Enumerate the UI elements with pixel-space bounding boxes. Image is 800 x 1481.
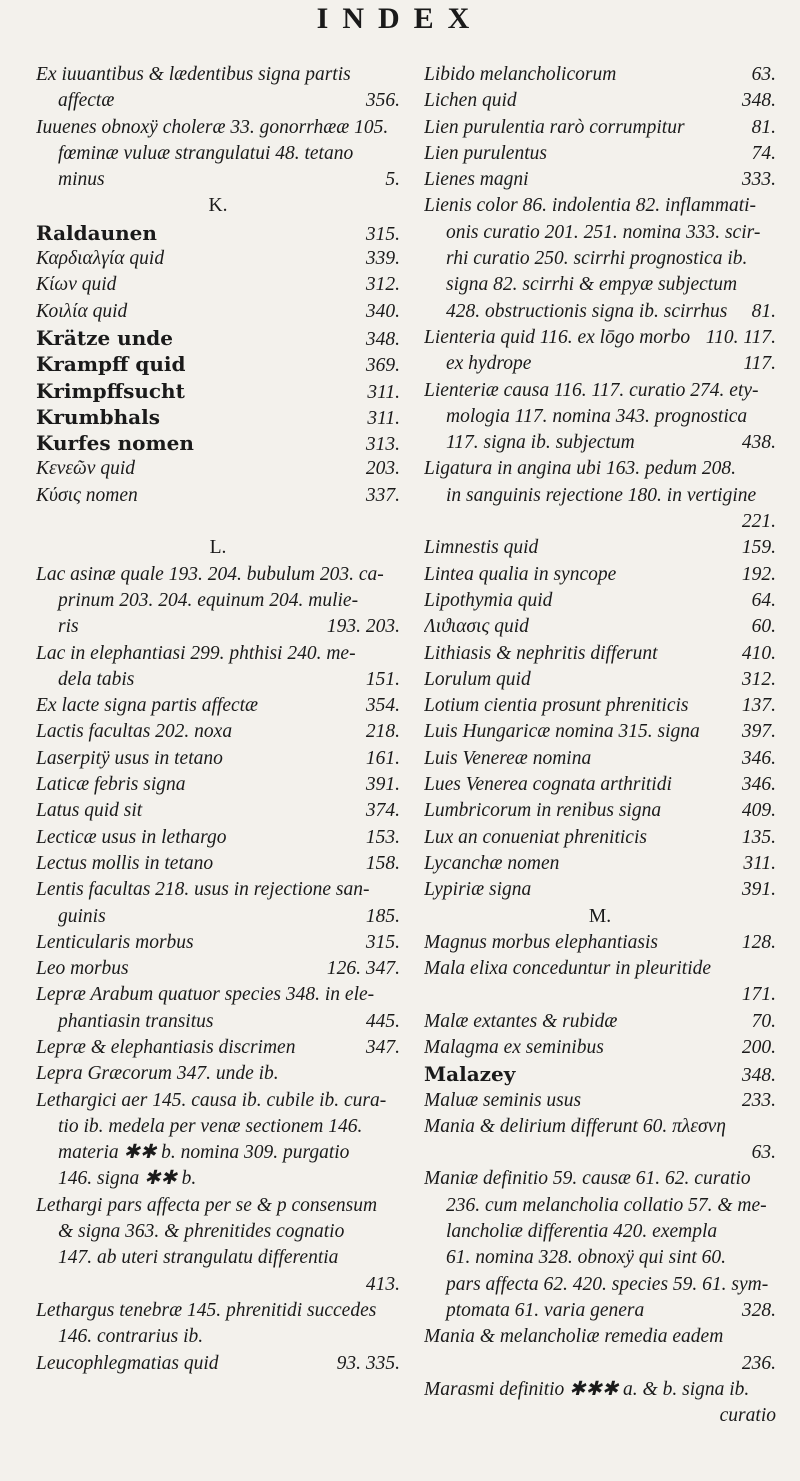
page-reference: 354. [365,695,400,717]
page-reference: 64. [751,589,776,611]
entry-text: Lorulum quid [424,668,531,690]
page-reference: 315. [365,223,400,245]
index-entry [36,562,400,588]
index-entry [424,930,776,956]
entry-text: Lepra Græcorum 347. unde ib. [36,1063,279,1085]
index-entry [36,641,400,667]
section-heading [424,904,776,930]
entry-text: Κύσις nomen [36,484,138,506]
entry-text: Mania & melancholiæ remedia eadem [424,1326,724,1348]
page-reference: 347. [365,1036,400,1058]
entry-text: Lenticularis morbus [36,931,194,953]
index-entry [36,299,400,325]
index-entry [36,272,400,298]
entry-text: Lotium cientia prosunt phreniticis [424,695,689,717]
index-entry [36,1324,400,1350]
index-entry [36,877,400,903]
index-entry [424,1140,776,1166]
index-entry [424,272,776,298]
entry-text: K. [208,195,228,217]
index-entry [36,325,400,351]
entry-text: Lienes magni [424,169,529,191]
index-entry [424,115,776,141]
section-heading [36,193,400,219]
index-entry [424,167,776,193]
entry-text: Lien purulentus [424,142,547,164]
page-reference: 5. [385,169,400,191]
index-entry [424,193,776,219]
page-reference: 346. [741,747,776,769]
page-reference: 397. [741,721,776,743]
index-entry [36,1035,400,1061]
index-entry [424,1114,776,1140]
entry-text: Libido melancholicorum [424,64,617,85]
page-reference: 218. [365,721,400,743]
index-entry [424,62,776,88]
index-entry [36,1351,400,1377]
index-entry [36,62,400,88]
entry-text: Krätze unde [36,325,173,350]
page-reference: 333. [741,169,776,191]
left-column [36,62,400,1377]
entry-text: Laserpitÿ usus in tetano [36,747,223,769]
entry-text: Ex iuuantibus & lædentibus signa partis [36,64,351,85]
entry-text: Λιϑιασις quid [424,616,529,638]
entry-text: mologia 117. nomina 343. prognostica [446,405,748,427]
entry-text: Kurfes nomen [36,431,194,456]
entry-text: Malæ extantes & rubidæ [424,1010,618,1032]
entry-text: Leo morbus [36,958,129,980]
entry-text: Maniæ definitio 59. causæ 61. 62. curatio [424,1168,751,1190]
page-header: INDEX [316,2,484,35]
index-entry [424,378,776,404]
entry-text: Latus quid sit [36,800,143,822]
index-entry [424,299,776,325]
entry-text: tio ib. medela per venæ sectionem 146. [58,1115,363,1137]
entry-text: Magnus morbus elephantiasis [424,931,658,953]
page-reference: 340. [365,300,400,322]
entry-text: Maluæ seminis usus [424,1089,582,1111]
entry-text: affectæ [58,90,115,112]
index-entry [424,1245,776,1271]
index-entry [36,719,400,745]
page-reference: 356. [365,90,400,112]
page-reference: 153. [365,826,400,848]
entry-text: & signa 363. & phrenitides cognatio [58,1221,345,1243]
index-entry [36,1088,400,1114]
entry-text: dela tabis [58,668,135,690]
index-entry [424,246,776,272]
page-reference: 313. [365,434,400,456]
entry-text: Marasmi definitio ✱✱✱ a. & b. signa ib. [424,1378,750,1400]
entry-text: Iuuenes obnoxÿ choleræ 33. gonorrhææ 105. [36,116,389,138]
entry-text: Limnestis quid [424,537,539,559]
index-entry [424,88,776,114]
index-entry [36,1166,400,1192]
page-reference: 233. [741,1089,776,1111]
index-entry [36,430,400,456]
index-entry [36,246,400,272]
entry-text: Malagma ex seminibus [424,1036,604,1058]
index-entry [424,772,776,798]
entry-text: prinum 203. 204. equinum 204. mulie- [58,589,359,611]
page-reference: 81. [751,116,776,138]
entry-text: Luis Hungaricæ nomina 315. signa [424,721,700,743]
section-heading [36,535,400,561]
index-entry [424,1219,776,1245]
entry-text: Raldaunen [36,220,157,245]
entry-text: ex hydrope [446,353,532,375]
entry-text: rhi curatio 250. scirrhi prognostica ib. [446,248,748,270]
entry-text: Krampff quid [36,352,186,377]
index-entry [36,1140,400,1166]
index-entry [36,378,400,404]
index-entry [424,1166,776,1192]
index-entry [36,115,400,141]
index-entry [424,641,776,667]
index-entry [424,719,776,745]
entry-text: Lien purulentia rarò corrumpitur [424,116,685,138]
index-entry [424,483,776,509]
page-reference: 128. [741,931,776,953]
entry-text: Lac in elephantiasi 299. phthisi 240. me- [36,642,356,664]
index-entry [424,825,776,851]
entry-text: lancholiæ differentia 420. exempla [446,1221,718,1243]
entry-text: Lipothymia quid [424,589,553,611]
entry-text: Laticæ febris signa [36,774,186,796]
page-reference: 348. [365,328,400,350]
entry-text: phantiasin transitus [58,1010,214,1032]
page-reference: 126. 347. [326,958,400,980]
entry-text: Ligatura in angina ubi 163. pedum 208. [424,458,737,480]
entry-text: Κίων quid [36,274,117,296]
index-entry [36,456,400,482]
page-reference: 192. [741,563,776,585]
page-reference: 63. [751,64,776,85]
entry-text: fœminæ vuluæ strangulatui 48. tetano [58,142,354,164]
index-entry [36,851,400,877]
page-reference: 311. [367,407,400,429]
entry-text: 117. signa ib. subjectum [446,432,635,454]
page-reference: 311. [743,852,776,874]
page-reference: 117. [743,353,776,375]
page-reference: curatio [719,1405,776,1427]
page-reference: 328. [741,1299,776,1321]
index-entry [36,693,400,719]
entry-text: Lethargi pars affecta per se & p consensum [36,1194,378,1216]
page-reference: 391. [365,774,400,796]
entry-text: 147. ab uteri strangulatu differentia [58,1247,339,1269]
index-entry [36,220,400,246]
page-reference: 348. [741,90,776,112]
page-reference: 438. [741,432,776,454]
index-entry [424,1351,776,1377]
index-entry [424,877,776,903]
index-entry [36,404,400,430]
page-reference: 348. [741,1065,776,1087]
index-entry [424,667,776,693]
entry-text: 236. cum melancholia collatio 57. & me- [446,1194,767,1216]
page-reference: 200. [741,1036,776,1058]
index-entry [36,1009,400,1035]
page-reference: 158. [365,852,400,874]
index-entry [424,746,776,772]
index-entry [36,772,400,798]
entry-text: signa 82. scirrhi & empyæ subjectum [446,274,738,296]
index-entry [424,693,776,719]
index-entry [424,509,776,535]
entry-text: 146. contrarius ib. [58,1326,204,1348]
entry-text: L. [209,537,227,559]
page-reference: 315. [365,931,400,953]
page-reference: 374. [365,800,400,822]
entry-text: Lectus mollis in tetano [36,852,214,874]
index-entry [36,614,400,640]
page-reference: 110. 117. [705,326,776,348]
page-reference: 391. [741,879,776,901]
page-reference: 445. [365,1010,400,1032]
page-reference: 311. [367,381,400,403]
entry-text: Lepræ Arabum quatuor species 348. in ele- [36,984,375,1006]
index-entry [36,904,400,930]
page-reference: 159. [741,537,776,559]
index-entry [36,88,400,114]
page-reference: 137. [741,695,776,717]
entry-text: Lepræ & elephantiasis discrimen [36,1036,296,1058]
index-entry [424,430,776,456]
entry-text: Lactis facultas 202. noxa [36,721,233,743]
index-entry [424,404,776,430]
page-reference: 236. [741,1352,776,1374]
index-entry [424,1035,776,1061]
page-reference: 185. [365,905,400,927]
entry-text: Lues Venerea cognata arthritidi [424,774,672,796]
entry-text: guinis [58,905,106,927]
entry-text: Lienteria quid 116. ex lōgo morbo [424,326,691,348]
entry-text: in sanguinis rejectione 180. in vertigine [446,484,757,506]
index-entry [424,1298,776,1324]
index-entry [36,930,400,956]
index-entry [36,667,400,693]
index-entry [424,1377,776,1403]
page-reference: 346. [741,774,776,796]
index-entry [36,1219,400,1245]
entry-text: Krumbhals [36,404,160,429]
entry-text: Καρδιαλγία quid [36,248,165,270]
entry-text: Malazey [424,1062,516,1087]
entry-text: ris [58,616,79,638]
entry-text: Mania & delirium differunt 60. πλεσνη [424,1115,726,1137]
page-reference: 135. [741,826,776,848]
index-entry [36,956,400,982]
page-reference: 63. [751,1142,776,1164]
index-entry [424,982,776,1008]
index-entry [36,141,400,167]
page-reference: 339. [365,248,400,270]
entry-text: Lumbricorum in renibus signa [424,800,662,822]
entry-text: minus [58,169,105,191]
index-entry [36,1272,400,1298]
index-entry [424,456,776,482]
index-entry [424,562,776,588]
entry-text: Lienis color 86. indolentia 82. inflammati- [424,195,757,217]
entry-text: Ex lacte signa partis affectæ [36,695,259,717]
index-entry [36,1114,400,1140]
page-reference: 161. [365,747,400,769]
entry-text: Lac asinæ quale 193. 204. bubulum 203. ca- [36,563,384,585]
page-reference: 312. [741,668,776,690]
entry-text: Luis Venereæ nomina [424,747,592,769]
index-entry [424,1193,776,1219]
entry-text: Κενεῶν quid [36,458,135,480]
page-reference: 312. [365,274,400,296]
index-entry [36,1245,400,1271]
entry-text: Lycanchæ nomen [424,852,560,874]
index-entry [36,483,400,509]
page-reference: 193. 203. [326,616,400,638]
entry-text: Lichen quid [424,90,517,112]
index-entry [36,982,400,1008]
index-entry [424,535,776,561]
page-reference: 60. [751,616,776,638]
index-entry [424,351,776,377]
entry-text: Lintea qualia in syncope [424,563,617,585]
index-entry [36,1193,400,1219]
entry-text: M. [588,905,612,927]
index-entry [424,220,776,246]
index-entry [36,351,400,377]
entry-text: Lienteriæ causa 116. 117. curatio 274. ety- [424,379,759,401]
index-entry [424,1403,776,1429]
entry-text: Lithiasis & nephritis differunt [424,642,658,664]
page-reference: 337. [365,484,400,506]
entry-text: 61. nomina 328. obnoxÿ qui sint 60. [446,1247,727,1269]
right-column [424,62,776,1429]
page-reference: 410. [741,642,776,664]
index-entry [36,1298,400,1324]
entry-text: ptomata 61. varia genera [446,1299,645,1321]
entry-text: 146. signa ✱✱ b. [58,1168,197,1190]
entry-text: Lecticæ usus in lethargo [36,826,227,848]
index-entry [424,325,776,351]
index-entry [424,1009,776,1035]
index-entry [424,798,776,824]
index-entry [424,1061,776,1087]
page-reference: 221. [741,511,776,533]
page-reference: 203. [365,458,400,480]
entry-text: Krimpffsucht [36,378,185,403]
entry-text: Lethargus tenebræ 145. phrenitidi succedes [36,1299,377,1321]
page-reference: 81. [751,300,776,322]
index-entry [36,825,400,851]
index-entry [36,1061,400,1087]
entry-text: Κοιλία quid [36,300,128,322]
page-reference: 171. [741,984,776,1006]
index-entry [424,614,776,640]
index-entry [424,851,776,877]
entry-text: onis curatio 201. 251. nomina 333. scir- [446,221,761,243]
entry-text: 428. obstructionis signa ib. scirrhus [446,300,728,322]
index-entry [424,1272,776,1298]
page-reference: 74. [751,142,776,164]
index-entry [424,588,776,614]
index-entry [424,956,776,982]
page-reference: 413. [365,1273,400,1295]
page-reference: 93. 335. [336,1352,400,1374]
entry-text: Lux an conueniat phreniticis [424,826,647,848]
page-reference: 151. [365,668,400,690]
index-entry [424,1324,776,1350]
entry-text: Lentis facultas 218. usus in rejectione san- [36,879,370,901]
entry-text: Lypiriæ signa [424,879,532,901]
entry-text: materia ✱✱ b. nomina 309. purgatio [58,1142,350,1164]
entry-text: Mala elixa conceduntur in pleuritide [424,958,712,980]
entry-text: Lethargici aer 145. causa ib. cubile ib. cura- [36,1089,387,1111]
page-reference: 70. [751,1010,776,1032]
entry-text: pars affecta 62. 420. species 59. 61. sym- [446,1273,769,1295]
index-entry [424,1088,776,1114]
index-entry [36,167,400,193]
page-reference: 409. [741,800,776,822]
index-entry [36,798,400,824]
index-entry [36,588,400,614]
entry-text: Leucophlegmatias quid [36,1352,219,1374]
index-entry [424,141,776,167]
page-reference: 369. [365,355,400,377]
index-entry [36,746,400,772]
index-entry [36,509,400,535]
